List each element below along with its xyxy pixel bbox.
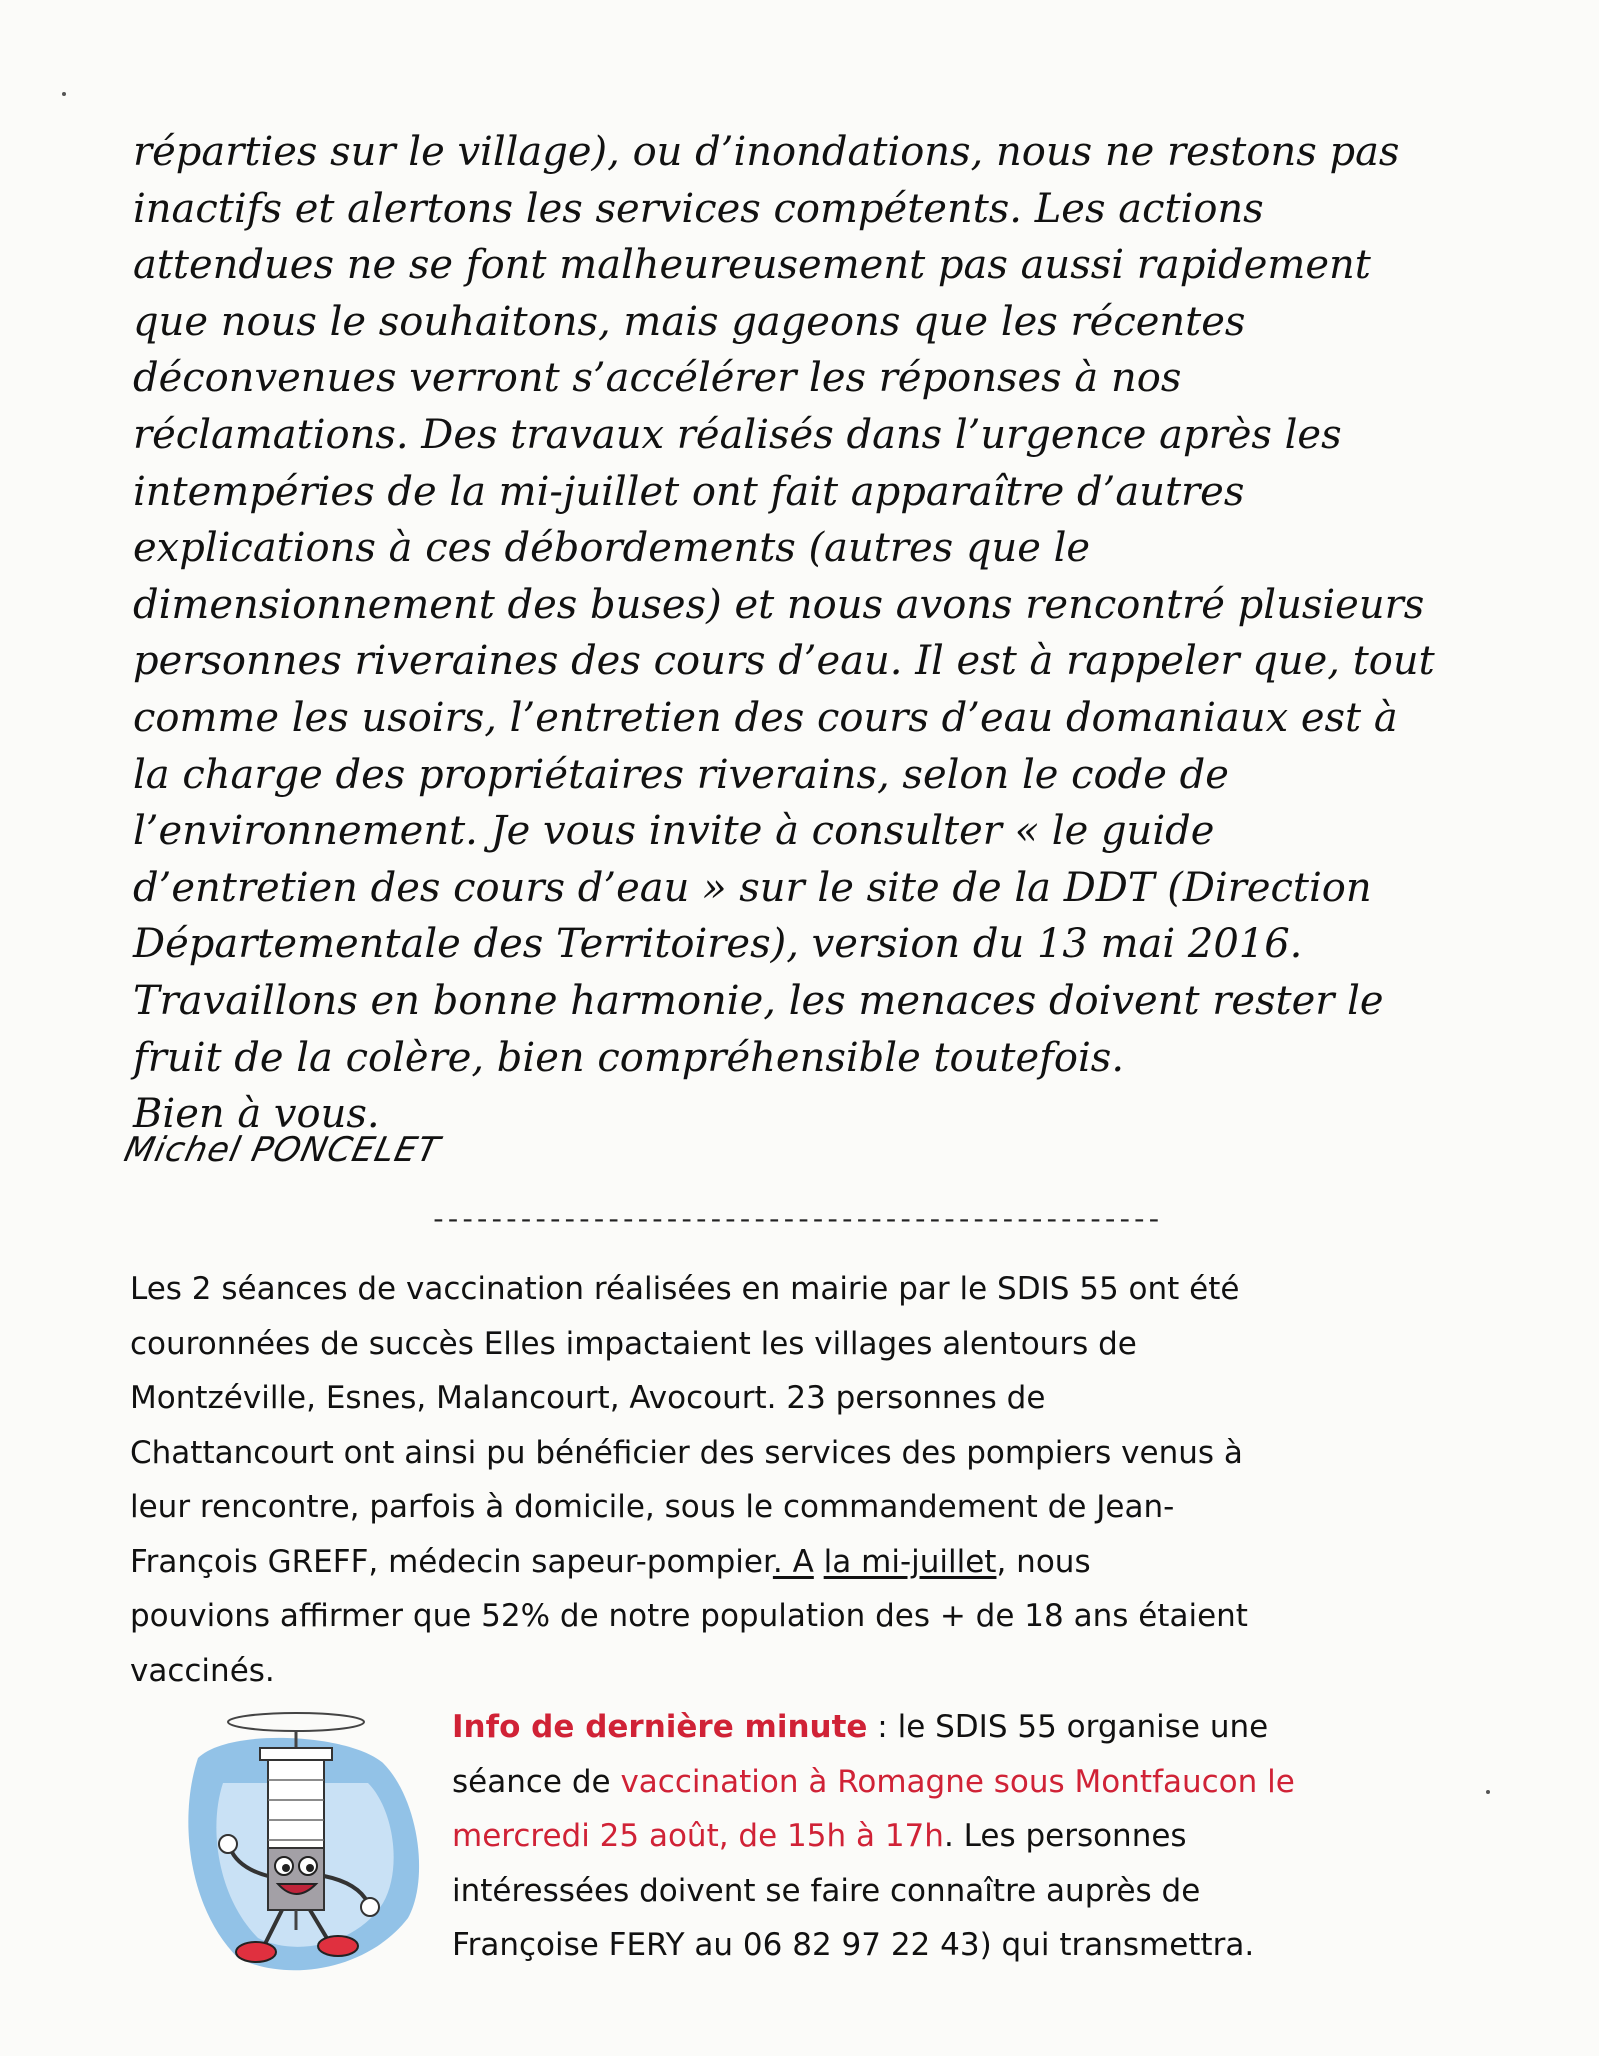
letter-line: inactifs et alertons les services compétents. Les actions [133,185,1264,232]
news-line: Les 2 séances de vaccination réalisées en mairie par le SDIS 55 ont été [130,1271,1240,1307]
news-line: Montzéville, Esnes, Malancourt, Avocourt. 23 personnes de [130,1380,1046,1416]
section-separator: -------------------------------------------------- [430,1206,1161,1237]
news-line: vaccinés. [130,1652,275,1689]
latest-info [452,1700,1532,1973]
letter-line: intempéries de la mi-juillet ont fait apparaître d’autres [133,468,1245,515]
info-text: . Les personnes [943,1818,1187,1854]
letter-line: déconvenues verront s’accélérer les réponses à nos [133,355,1182,402]
info-text: séance de [452,1763,621,1800]
letter-line: attendues ne se font malheureusement pas aussi rapidement [133,242,1371,289]
info-line: intéressées doivent se faire connaître auprès de [452,1872,1201,1909]
letter-line: réparties sur le village), ou d’inondations, nous ne restons pas [133,129,1400,175]
letter-body [133,124,1473,1143]
letter-line: la charge des propriétaires riverains, selon le code de [133,751,1229,798]
info-highlight: mercredi 25 août, de 15h à 17h [452,1818,944,1854]
letter-line: que nous le souhaitons, mais gageons que les récentes [133,298,1246,345]
letter-line: comme les usoirs, l’entretien des cours d’eau domaniaux est à [133,694,1398,741]
letter-line: Travaillons en bonne harmonie, les menaces doivent rester le [133,977,1384,1024]
letter-line: l’environnement. Je vous invite à consulter « le guide [133,808,1215,855]
news-line: pouvions affirmer que 52% de notre population des + de 18 ans étaient [130,1598,1248,1634]
syringe-mascot-icon [168,1708,430,1978]
letter-closing: Bien à vous. [133,1091,380,1138]
underlined-text: la mi-juillet [823,1543,997,1580]
news-line: leur rencontre, parfois à domicile, sous le commandement de Jean- [130,1489,1175,1525]
vaccination-news [130,1262,1460,1698]
info-line: Françoise FERY au 06 82 97 22 43) qui transmettra. [452,1927,1255,1963]
letter-line: réclamations. Des travaux réalisés dans l’urgence après les [133,411,1342,458]
letter-line: d’entretien des cours d’eau » sur le site de la DDT (Direction [133,864,1372,911]
news-text: François GREFF, médecin sapeur-pompier [130,1543,773,1580]
info-heading: Info de dernière minute [452,1709,868,1745]
news-line [130,1535,1460,1590]
letter-line: dimensionnement des buses) et nous avons rencontré plusieurs [133,581,1425,628]
letter-line: Départementale des Territoires), version du 13 mai 2016. [133,921,1303,968]
news-line: couronnées de succès Elles impactaient les villages alentours de [130,1325,1137,1362]
letter-line: fruit de la colère, bien compréhensible toutefois. [133,1034,1125,1081]
info-line [452,1809,1532,1864]
info-text: : le SDIS 55 organise une [867,1709,1269,1745]
letter-line: explications à ces débordements (autres que le [133,525,1091,572]
letter-line: personnes riveraines des cours d’eau. Il est à rappeler que, tout [133,638,1435,685]
news-text: , nous [996,1543,1091,1580]
info-line [452,1755,1532,1810]
scan-speck [62,92,66,96]
signature: Michel PONCELET [120,1130,444,1170]
info-highlight: vaccination à Romagne sous Montfaucon le [620,1763,1295,1800]
info-line [452,1700,1532,1755]
underlined-text: . A [772,1543,814,1580]
news-line: Chattancourt ont ainsi pu bénéficier des services des pompiers venus à [130,1434,1243,1471]
